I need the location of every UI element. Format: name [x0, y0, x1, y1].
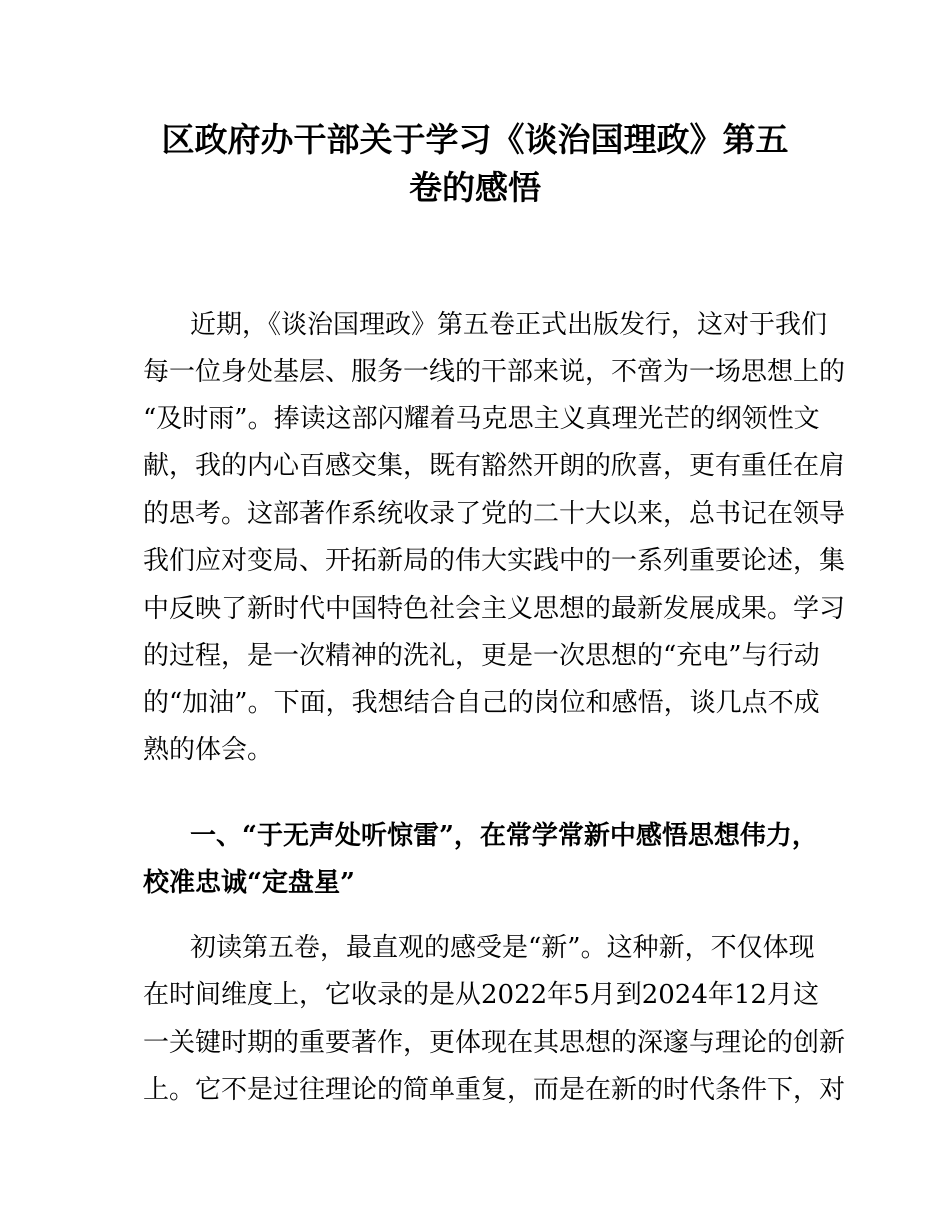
heading-line: 一、“于无声处听惊雷”，在常学常新中感悟思想伟力，: [190, 821, 818, 851]
paragraph-line: 上。它不是过往理论的简单重复，而是在新的时代条件下，对: [143, 1075, 846, 1105]
heading-line: 校准忠诚“定盘星”: [143, 868, 355, 898]
paragraph-line: 近期，《谈治国理政》第五卷正式出版发行，这对于我们: [190, 310, 828, 340]
paragraph-line: “及时雨”。捧读这部闪耀着马克思主义真理光芒的纲领性文: [143, 404, 820, 434]
paragraph-line: 的思考。这部著作系统收录了党的二十大以来，总书记在领导: [143, 499, 846, 529]
document-title-line-1: 区政府办干部关于学习《谈治国理政》第五: [161, 120, 789, 159]
paragraph-line: 我们应对变局、开拓新局的伟大实践中的一系列重要论述，集: [143, 546, 846, 576]
document-title-line-2: 卷的感悟: [409, 168, 541, 207]
paragraph-line: 熟的体会。: [143, 735, 274, 765]
paragraph-line: 一关键时期的重要著作，更体现在其思想的深邃与理论的创新: [143, 1028, 846, 1058]
paragraph-line: 初读第五卷，最直观的感受是“新”。这种新，不仅体现: [190, 933, 815, 963]
paragraph-line: 的“加油”。下面，我想结合自己的岗位和感悟，谈几点不成: [143, 688, 820, 718]
paragraph-line: 的过程，是一次精神的洗礼，更是一次思想的“充电”与行动: [143, 641, 820, 671]
paragraph-line: 在时间维度上，它收录的是从2022年5月到2024年12月这: [143, 980, 819, 1010]
paragraph-line: 每一位身处基层、服务一线的干部来说，不啻为一场思想上的: [143, 357, 846, 387]
paragraph-line: 献，我的内心百感交集，既有豁然开朗的欣喜，更有重任在肩: [143, 451, 846, 481]
paragraph-line: 中反映了新时代中国特色社会主义思想的最新发展成果。学习: [143, 594, 846, 624]
